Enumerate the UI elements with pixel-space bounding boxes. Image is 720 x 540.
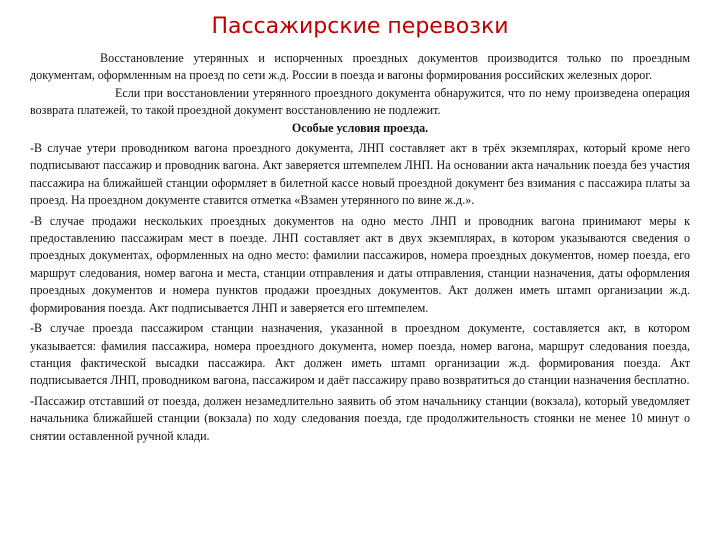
section-subheading: Особые условия проезда. — [291, 120, 429, 135]
list-item-double-sale: -В случае продажи нескольких проездных документов на одно место ЛНП и проводник вагона принимают меры к предоставлению пассажирам мест в поезде. ЛНП составляет акт в двух экземплярах, в котором указываются сведения о проездных документах, оформленных на одно место: фамилии пассажиров, номера проездных документов, номер поезда, его маршрут следования, номер вагона и места, станции отправления и даты отправления, станции назначения, даты оформления проездных документов и номера пунктов продажи проездных документов. Акт должен иметь штамп организации ж.д. формирования поезда. Акт подписывается ЛНП и заверяется его штемпелем. — [30, 213, 690, 315]
page-title: Пассажирские перевозки — [211, 14, 509, 39]
document-body — [30, 50, 690, 445]
paragraph-restoration: Восстановление утерянных и испорченных проездных документов производится только по проездным документам, оформленным на проезд по сети ж.д. России в поезда и вагоны формирования российских железных дорог. — [30, 51, 690, 83]
list-item-left-behind: -Пассажир отставший от поезда, должен незамедлительно заявить об этом начальнику станции (вокзала), который уведомляет начальника ближайшей станции (вокзала) по ходу следования поезда, где продолжительность стоянки не менее 10 минут о снятии оставленной ручной клади. — [30, 393, 690, 443]
list-item-lost-ticket: -В случае утери проводником вагона проездного документа, ЛНП составляет акт в трёх экземплярах, который кроме него подписывают пассажир и проводник вагона. Акт заверяется штемпелем ЛНП. На основании акта начальник поезда без участия пассажира на ближайшей станции оформляет в билетной кассе новый проездной документ без взимания с пассажира платы за проезд. На проездном документе ставится отметка «Взамен утерянного по вине ж.д.». — [30, 141, 690, 208]
paragraph-refund-condition: Если при восстановлении утерянного проездного документа обнаружится, что по нему произведена операция возврата платежей, то такой проездной документ восстановлению не подлежит. — [30, 85, 690, 118]
list-item-missed-station: -В случае проезда пассажиром станции назначения, указанной в проездном документе, составляется акт, в котором указывается: фамилия пассажира, номера проездного документа, номер поезда, номер вагона, маршрут следования поезда, станция фактической высадки пассажира. Акт должен иметь штамп организации ж.д. формирования поезда. Акт подписывается ЛНП, проводником вагона, пассажиром и даёт пассажиру право возвратиться до станции назначения бесплатно. — [30, 321, 690, 388]
